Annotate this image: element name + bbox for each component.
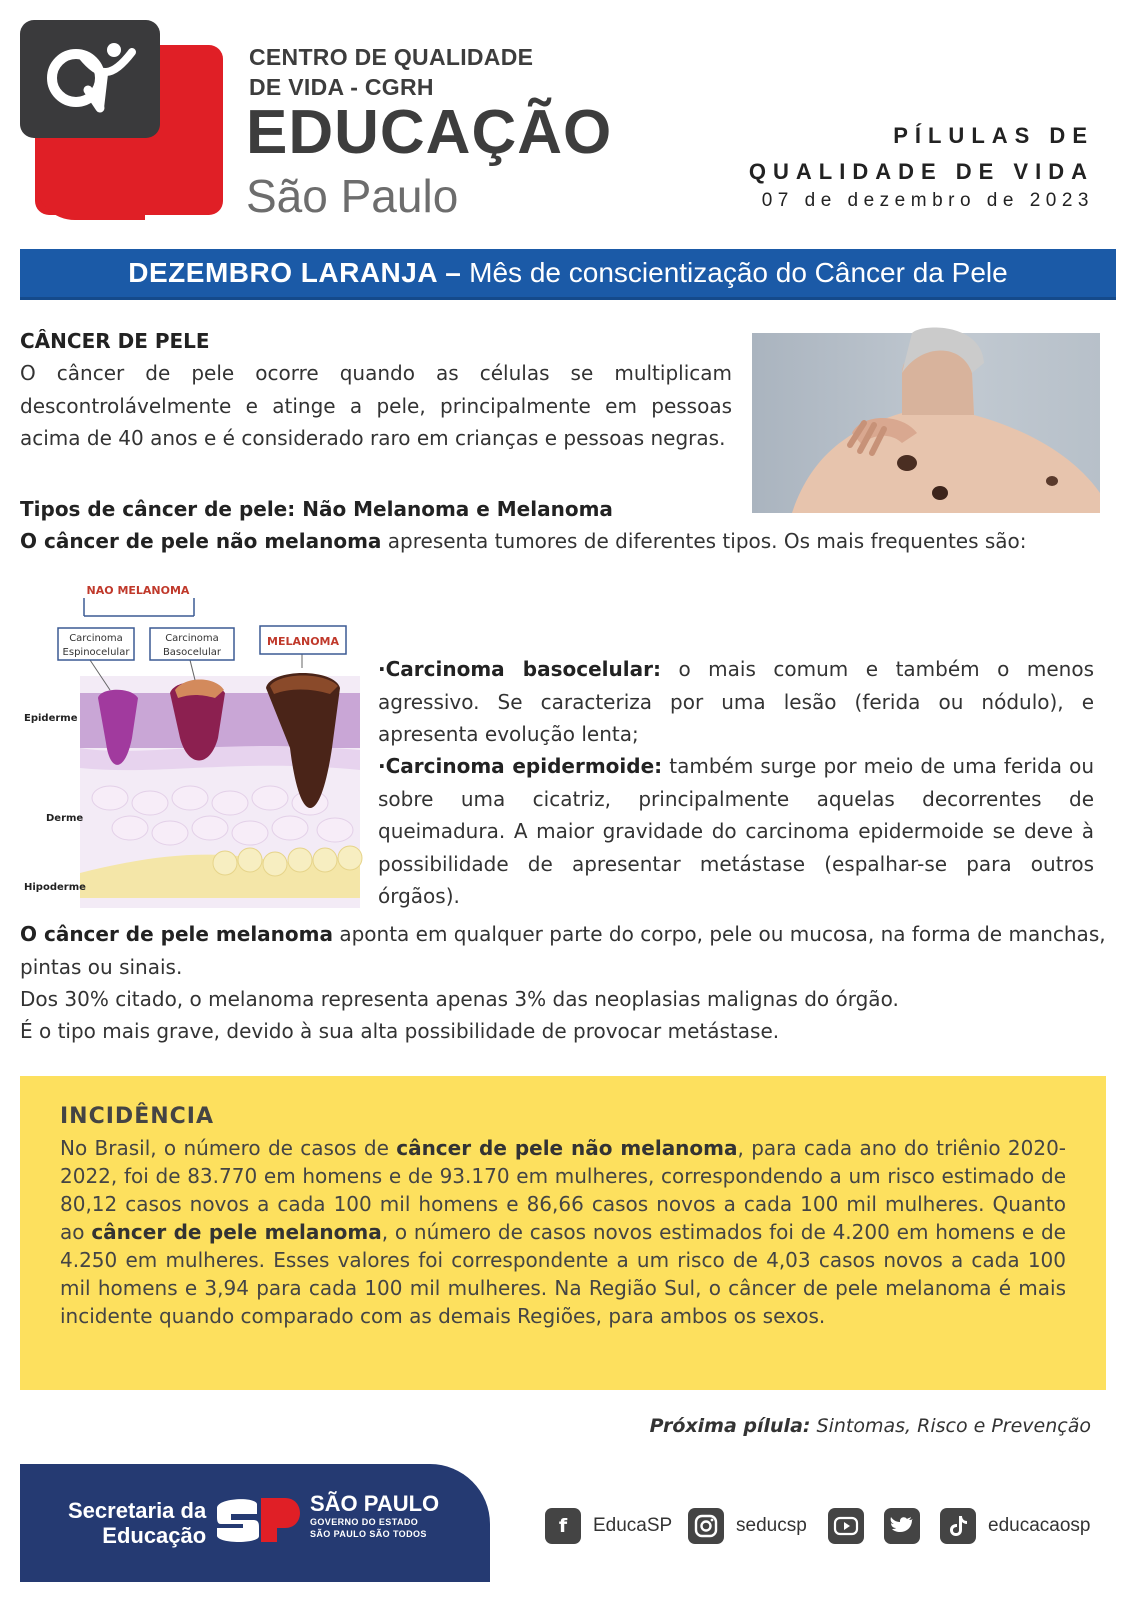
instagram-handle[interactable]: seducsp	[736, 1515, 807, 1536]
non-melanoma-paragraph	[20, 525, 1110, 558]
social-instagram[interactable]	[688, 1508, 807, 1544]
diagram-label-esp-2: Espinocelular	[62, 647, 130, 658]
banner-subtitle: Mês de conscientização do Câncer da Pele	[461, 257, 1008, 288]
facebook-icon[interactable]: f	[545, 1508, 581, 1544]
carcinoma-basocelular	[378, 653, 1094, 751]
banner-bold: DEZEMBRO LARANJA –	[128, 257, 462, 288]
incidence-text-1: No Brasil, o número de casos de	[60, 1136, 397, 1160]
next-pill	[650, 1415, 1091, 1437]
twitter-icon[interactable]	[884, 1508, 920, 1544]
shoulder-moles-photo	[752, 333, 1100, 513]
footer-government-card	[20, 1464, 490, 1582]
brand-line-1: CENTRO DE QUALIDADE	[249, 44, 534, 70]
diagram-label-esp-1: Carcinoma	[69, 633, 123, 644]
sp-government-text	[310, 1492, 439, 1540]
secretaria-line-1: Secretaria da	[68, 1498, 207, 1523]
epidermoide-text: também surge por meio de uma ferida ou sobre uma cicatriz, principalmente aquelas decorrentes de queimadura. A maior gravidade do carcinoma epidermoide se deve à possibilidade de apresentar metástase (espalhar-se para outros órgãos).	[378, 754, 1095, 908]
melanoma-statistic: Dos 30% citado, o melanoma representa apenas 3% das neoplasias malignas do órgão.	[20, 987, 899, 1011]
layer-epiderme-label: Epiderme	[24, 713, 78, 724]
instagram-icon[interactable]	[688, 1508, 724, 1544]
pill-title	[749, 118, 1094, 190]
skin-photo-illustration	[752, 333, 1100, 513]
social-youtube[interactable]	[828, 1508, 864, 1544]
logo-qv-badge	[20, 20, 160, 138]
brand-educacao: EDUCAÇÃO	[246, 98, 613, 167]
qv-logo-icon	[42, 38, 140, 120]
diagram-label-baso-2: Basocelular	[162, 647, 222, 658]
diagram-label-baso-1: Carcinoma	[165, 633, 219, 644]
sp-logo-icon	[213, 1494, 303, 1546]
facebook-handle[interactable]: EducaSP	[593, 1515, 673, 1536]
brand-sao-paulo: São Paulo	[246, 170, 459, 222]
incidence-box	[20, 1076, 1106, 1390]
layer-hipoderme-label: Hipoderme	[24, 882, 86, 893]
diagram-melanoma-label: MELANOMA	[267, 635, 339, 648]
non-melanoma-text: apresenta tumores de diferentes tipos. Os mais frequentes são:	[381, 529, 1027, 553]
secretaria-logo-text	[68, 1498, 206, 1548]
intro-text: O câncer de pele ocorre quando as células se multiplicam descontrolávelmente e atinge a pele, principalmente em pessoas acima de 40 anos e é considerado raro em crianças e pessoas negras.	[20, 361, 732, 450]
tiktok-icon[interactable]	[940, 1508, 976, 1544]
types-heading: Tipos de câncer de pele: Não Melanoma e Melanoma	[20, 497, 613, 521]
title-banner	[20, 249, 1116, 300]
basocelular-label: ·Carcinoma basocelular:	[378, 657, 661, 681]
pill-title-line-2: QUALIDADE DE VIDA	[748, 159, 1094, 184]
next-pill-label: Próxima pílula:	[649, 1415, 811, 1437]
brand-line-2: DE VIDA - CGRH	[249, 74, 434, 100]
incidence-heading: INCIDÊNCIA	[60, 1104, 214, 1129]
logo-red-tail	[35, 160, 145, 220]
social-facebook[interactable]	[545, 1508, 672, 1544]
social-tiktok[interactable]	[940, 1508, 1090, 1544]
sp-line-1: SÃO PAULO	[310, 1491, 440, 1516]
diagram-non-melanoma-label: NAO MELANOMA	[86, 584, 190, 597]
brand-center-name	[249, 42, 533, 102]
non-melanoma-label: O câncer de pele não melanoma	[20, 529, 382, 553]
sp-line-2: GOVERNO DO ESTADO	[310, 1517, 419, 1527]
incidence-bold-melanoma: câncer de pele melanoma	[91, 1220, 382, 1244]
incidence-text	[60, 1134, 1066, 1330]
melanoma-paragraph	[20, 918, 1110, 983]
sp-line-3: SÃO PAULO SÃO TODOS	[310, 1529, 427, 1539]
incidence-bold-non-melanoma: câncer de pele não melanoma	[396, 1136, 738, 1160]
melanoma-severity: É o tipo mais grave, devido à sua alta possibilidade de provocar metástase.	[20, 1019, 780, 1043]
carcinoma-epidermoide	[378, 750, 1094, 913]
epidermoide-label: ·Carcinoma epidermoide:	[378, 754, 663, 778]
layer-derme-label: Derme	[46, 813, 84, 824]
social-twitter[interactable]	[884, 1508, 920, 1544]
secretaria-line-2: Educação	[102, 1523, 207, 1548]
incidence-text-3: , o número de casos novos estimados foi de 4.200 em homens e de 4.250 em mulheres. Esses valores foi correspondente a um risco de 4,03 casos novos a cada 100 mil homens e 3,94 para cada 100 mil mulheres. Na Região Sul, o câncer de pele melanoma é mais incidente quando comparado com as demais Regiões, para ambos os sexos.	[60, 1220, 1066, 1328]
melanoma-text: aponta em qualquer parte do corpo, pele ou mucosa, na forma de manchas, pintas ou sinais.	[20, 922, 1106, 979]
tiktok-handle[interactable]: educacaosp	[988, 1515, 1091, 1536]
next-pill-topic: Sintomas, Risco e Prevenção	[810, 1415, 1091, 1437]
basocelular-text: o mais comum e também o menos agressivo. Se caracteriza por uma lesão (ferida ou nódulo), e apresenta evolução lenta;	[378, 657, 1094, 746]
melanoma-label: O câncer de pele melanoma	[20, 922, 333, 946]
pill-title-line-1: PÍLULAS DE	[893, 123, 1094, 148]
skin-cancer-diagram	[20, 584, 360, 908]
intro-heading: CÂNCER DE PELE	[20, 329, 210, 353]
youtube-icon[interactable]	[828, 1508, 864, 1544]
publication-date: 07 de dezembro de 2023	[761, 190, 1094, 211]
incidence-text-2: , para cada ano do triênio 2020-2022, foi de 83.770 em homens e de 93.170 em mulheres, correspondendo a um risco estimado de 80,12 casos novos a cada 100 mil homens e 86,66 casos novos a cada 100 mil mulheres. Quanto ao	[60, 1136, 1067, 1244]
